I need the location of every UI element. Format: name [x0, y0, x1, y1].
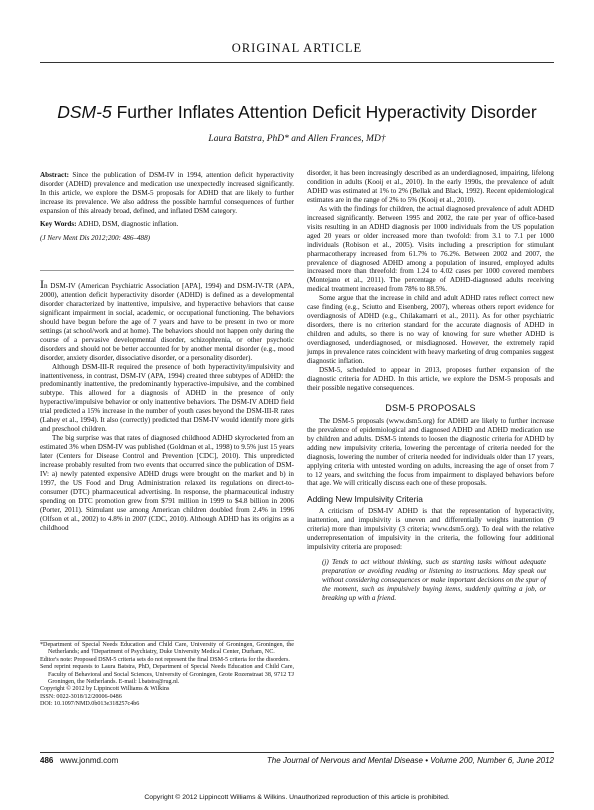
- body-paragraph: Although DSM-III-R required the presence of both hyperactivity/impulsivity and inattentiveness, in contrast, DSM-IV (APA, 1994) created three subtypes of ADHD: the predominantly inattentive, the predominantly hyperactive-impulsive, and the combined subtype. This allowed for a diagnosis of ADHD in the presence of only hyperactive/impulsive behavior or only inattentive behaviors. The DSM-IV ADHD field trial predicted a 15% increase in the number of youth cases beyond the DSM-III-R rates (Lahey et al., 1994). It also (correctly) predicted that DSM-IV would identify more girls and preschool children.: [40, 362, 294, 434]
- article-type-kicker: ORIGINAL ARTICLE: [231, 41, 363, 55]
- doi-line: DOI: 10.1097/NMD.0b013e318257c4b6: [40, 701, 140, 708]
- journal-citation: (J Nerv Ment Dis 2012;200: 486–488): [40, 233, 151, 242]
- footnote-divider: [40, 640, 294, 641]
- copyright-notice: Copyright © 2012 Lippincott Williams & Wilkins. Unauthorized reproduction of this article is prohibited.: [144, 794, 450, 801]
- title-rest: Further Inflates Attention Deficit Hyperactivity Disorder: [111, 102, 537, 122]
- subsection-heading: Adding New Impulsivity Criteria: [307, 494, 423, 505]
- abstract-divider: [40, 270, 294, 271]
- affiliation-footnote: *Department of Special Needs Education and Child Care, University of Groningen, Groningen, the Netherlands; and †Department of Psychiatry, Duke University Medical Center, Durham, NC.: [40, 642, 294, 656]
- right-body: [307, 169, 554, 603]
- section-heading: DSM-5 PROPOSALS: [385, 402, 476, 413]
- body-paragraph: disorder, it has been increasingly described as an underdiagnosed, impairing, lifelong condition in adults (Kooij et al., 2010). In the early 1990s, the prevalence of adult ADHD was estimated at 1% to 2% (Bellak and Black, 1992). Recent epidemiological estimates are in the range of 2% to 5% (Kooij et al., 2010).: [307, 169, 554, 204]
- body-paragraph: The big surprise was that rates of diagnosed childhood ADHD skyrocketed from an estimated 3% when DSM-IV was published (Goldman et al., 1998) to 9.5% just 15 years later (Centers for Disease Control and Prevention [CDC], 2010). This unpredicted increase probably resulted from two events that occurred since the publication of DSM-IV: a) newly patented expensive ADHD drugs were brought on the market and b) in 1997, the US Food and Drug Administration relaxed its regulations on direct-to-consumer (DTC) pharmaceutical advertising. In response, the pharmaceutical industry spending on DTC promotion grew from $791 million in 1999 to $4.8 billion in 2006 (Porter, 2011). Stimulant use among American children doubled from 2.4% in 1996 (Olfson et al., 2002) to 4.8% in 2007 (CDC, 2010). Although ADHD has its origins as a childhood: [40, 434, 294, 532]
- authors: Laura Batstra, PhD* and Allen Frances, MD†: [208, 134, 386, 144]
- abstract-label: Abstract:: [40, 171, 69, 179]
- journal-site: www.jonmd.com: [60, 756, 119, 765]
- article-title: [0, 102, 594, 123]
- criterion-quote: (j) Tends to act without thinking, such as starting tasks without adequate preparation or avoiding reading or listening to instructions. May speak out without considering consequences or make important decisions on the spur of the moment, such as impulsively buying items, suddenly quitting a job, or breaking up with a friend.: [322, 558, 546, 602]
- body-paragraph: The DSM-5 proposals (www.dsm5.org) for ADHD are likely to further increase the prevalence of epidemiological and diagnosed ADHD and ADHD medication use by children and adults. DSM-5 intends to loosen the diagnostic criteria for ADHD by adding new impulsivity criteria, lowering the percentage of criteria needed for the diagnosis, lowering the number of criteria needed for individuals older than 17 years, applying criteria with untested wording on adults, increasing the age of onset from 7 to 12 years, and switching the focus from impairment to displayed behaviors before that age. We will critically discuss each one of these proposals.: [307, 416, 554, 488]
- body-paragraph: As with the findings for children, the actual diagnosed prevalence of adult ADHD increased significantly. Between 1995 and 2002, the rate per year of office-based visits resulting in an ADHD diagnosis per 1000 individuals from the US population aged 20 years or older increased more than twofold: from 3.1 to 7.1 per 1000 individuals (Robison et al., 2005). Visits including a prescription for stimulant pharmacotherapy increased from 61.7% to 76.2%. Between 2002 and 2007, the prevalence of diagnosed ADHD among a population of insured, employed adults increased more than threefold: from 1.24 to 4.02 cases per 1000 covered members (Montejano et al., 2011). The percentage of ADHD-diagnosed adults receiving medical treatment increased from 78% to 88.5%.: [307, 204, 554, 294]
- copyright-line: Copyright © 2012 by Lippincott Williams & Wilkins: [40, 686, 170, 693]
- left-body: [40, 277, 294, 533]
- journal-footer: The Journal of Nervous and Mental Disease • Volume 200, Number 6, June 2012: [266, 756, 554, 765]
- issn-line: ISSN: 0022-3018/12/20006-0486: [40, 693, 122, 700]
- keywords-text: ADHD, DSM, diagnostic inflation.: [76, 219, 179, 228]
- footer-rule: [40, 752, 554, 753]
- abstract-text: Since the publication of DSM-IV in 1994, attention deficit hyperactivity disorder (ADHD) prevalence and medication use unexpectedly increased significantly. In this article, we explore the DSM-5 proposals for ADHD that are likely to further increase its prevalence. We also address the possible harmful consequences of further expansion of this already broad, defined, and inflated DSM category.: [40, 171, 294, 215]
- abstract-block: [40, 171, 294, 243]
- editor-note: Editor's note: Proposed DSM-5 criteria sets do not represent the final DSM-5 criteria for the disorders.: [40, 656, 290, 663]
- reprint-request: Send reprint requests to Laura Batstra, PhD, Department of Special Needs Education and Child Care, Faculty of Behavioral and Social Sciences, University of Groningen, Grote Rozenstraat 38, 9712 TJ Groningen, the Netherlands. E-mail: l.batstra@rug.nl.: [40, 664, 294, 686]
- intro-paragraph: In DSM-IV (American Psychiatric Association [APA], 1994) and DSM-IV-TR (APA, 2000), attention deficit hyperactivity disorder (ADHD) is defined as a developmental disorder characterized by inattentive, impulsive, and hyperactive behaviors that cause significant impairment in social, academic, or occupational functioning. The behaviors should have begun before the age of 7 years and have to be present in two or more settings (at school/work and at home). The behaviors should not happen only during the course of a pervasive developmental disorder, schizophrenia, or other psychotic disorders and should not be better accounted for by another mental disorder (e.g., mood disorder, anxiety disorder, dissociative disorder, or a personality disorder).: [40, 277, 294, 362]
- dropcap-letter: I: [40, 277, 44, 291]
- body-paragraph: DSM-5, scheduled to appear in 2013, proposes further expansion of the diagnostic criteria for ADHD. In this article, we explore the DSM-5 proposals and their possible negative consequences.: [307, 365, 554, 392]
- keywords-label: Key Words:: [40, 219, 77, 228]
- footnotes: [40, 642, 294, 709]
- page-number: 486: [40, 756, 54, 765]
- page-footer-left: [40, 756, 118, 765]
- title-italic-part: DSM-5: [57, 102, 112, 122]
- body-paragraph: Some argue that the increase in child and adult ADHD rates reflect correct new case finding (e.g., Sciutto and Eisenberg, 2007), whereas others report evidence for overdiagnosis of ADHD (e.g., Chilakamarri et al., 2011). As for other psychiatric disorders, there is no criterion standard for the accurate diagnosis of ADHD in children and adults, so there is no way of knowing for sure whether ADHD is overdiagnosed, underdiagnosed, or misdiagnosed. However, the extremely rapid jumps in prevalence rates coincident with heavy marketing of drug companies suggest diagnostic inflation.: [307, 294, 554, 366]
- body-paragraph: A criticism of DSM-IV ADHD is that the representation of hyperactivity, inattention, and impulsivity is uneven and differentially weights inattention (9 criteria) more than impulsivity (3 criteria; www.dsm5.org). To deal with the relative underrepresentation of impulsivity in the criteria, the following four additional impulsivity criteria are proposed:: [307, 507, 554, 552]
- header-rule: [40, 62, 554, 63]
